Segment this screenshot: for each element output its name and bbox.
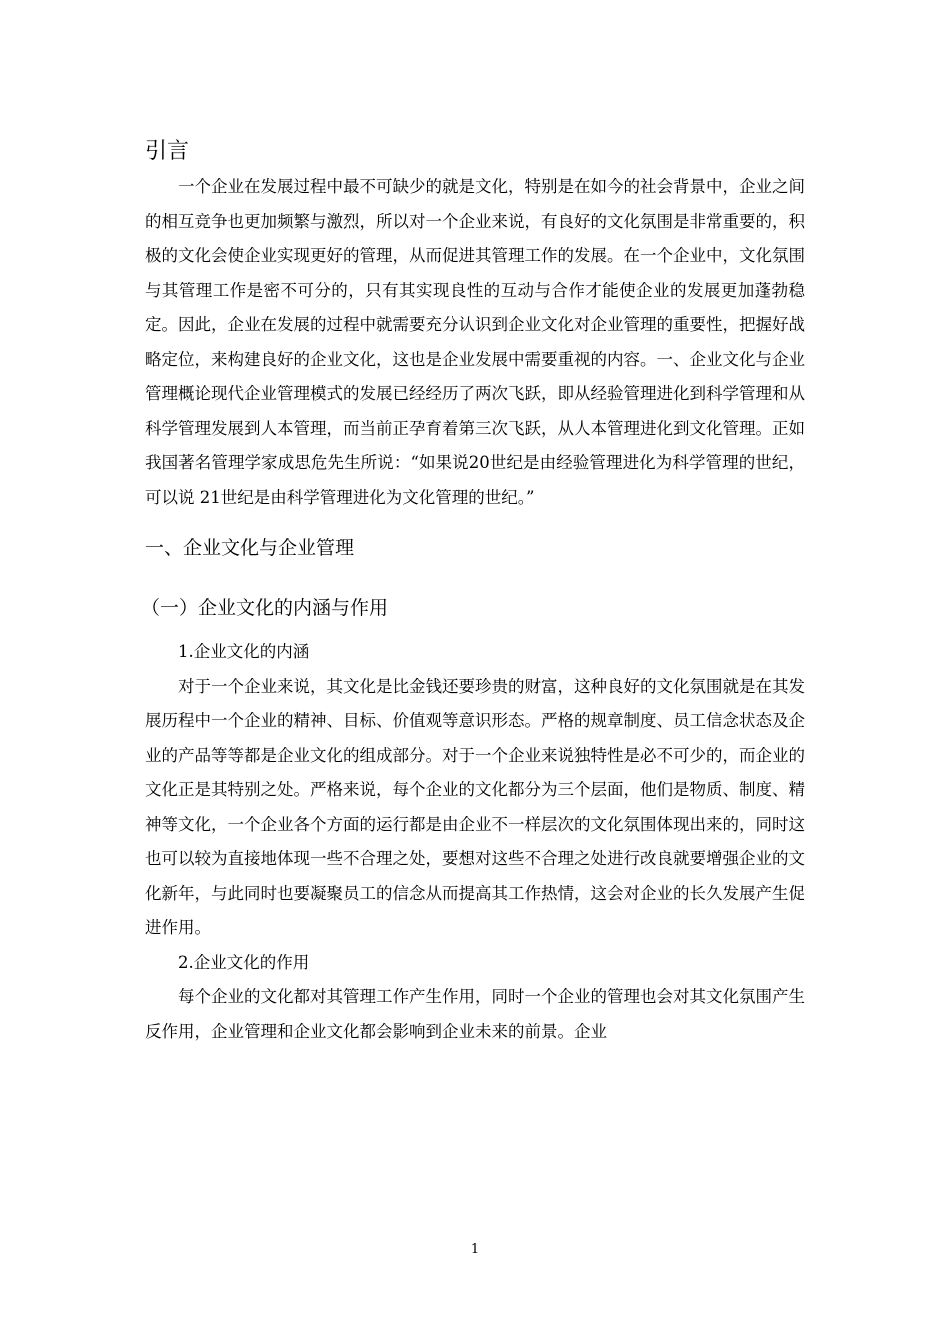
document-body: [141, 136, 805, 1049]
subsection-heading: （一）企业文化的内涵与作用: [141, 597, 389, 619]
item-heading-function: 2.企业文化的作用: [178, 952, 310, 972]
function-paragraph: 每个企业的文化都对其管理工作产生作用，同时一个企业的管理也会对其文化氛围产生反作用，企业管理和企业文化都会影响到企业未来的前景。企业: [145, 987, 805, 1041]
page-title: 引言: [145, 139, 190, 164]
section-heading: 一、企业文化与企业管理: [145, 537, 355, 559]
meaning-paragraph: 对于一个企业来说，其文化是比金钱还要珍贵的财富，这种良好的文化氛围就是在其发展历程中一个企业的精神、目标、价值观等意识形态。严格的规章制度、员工信念状态及企业的产品等等都是企业文化的组成部分。对于一个企业来说独特性是必不可少的，而企业的文化正是其特别之处。严格来说，每个企业的文化都分为三个层面，他们是物质、制度、精神等文化，一个企业各个方面的运行都是由企业不一样层次的文化氛围体现出来的，同时这也可以较为直接地体现一些不合理之处，要想对这些不合理之处进行改良就要增强企业的文化新年，与此同时也要凝聚员工的信念从而提高其工作热情，这会对企业的长久发展产生促进作用。: [145, 676, 805, 937]
page-number: 1: [470, 1242, 480, 1257]
item-heading-meaning: 1.企业文化的内涵: [178, 642, 310, 661]
intro-paragraph: 一个企业在发展过程中最不可缺少的就是文化，特别是在如今的社会背景中，企业之间的相互竞争也更加频繁与激烈，所以对一个企业来说，有良好的文化氛围是非常重要的，积极的文化会使企业实现更好的管理，从而促进其管理工作的发展。在一个企业中，文化氛围与其管理工作是密不可分的，只有其实现良性的互动与合作才能使企业的发展更加蓬勃稳定。因此，企业在发展的过程中就需要充分认识到企业文化对企业管理的重要性，把握好战略定位，来构建良好的企业文化，这也是企业发展中需要重视的内容。一、企业文化与企业管理概论现代企业管理模式的发展已经经历了两次飞跃，即从经验管理进化到科学管理和从科学管理发展到人本管理，而当前正孕育着第三次飞跃，从人本管理进化到文化管理。正如我国著名管理学家成思危先生所说：“如果说20世纪是由经验管理进化为科学管理的世纪，可以说 21世纪是由科学管理进化为文化管理的世纪。”: [145, 177, 805, 507]
